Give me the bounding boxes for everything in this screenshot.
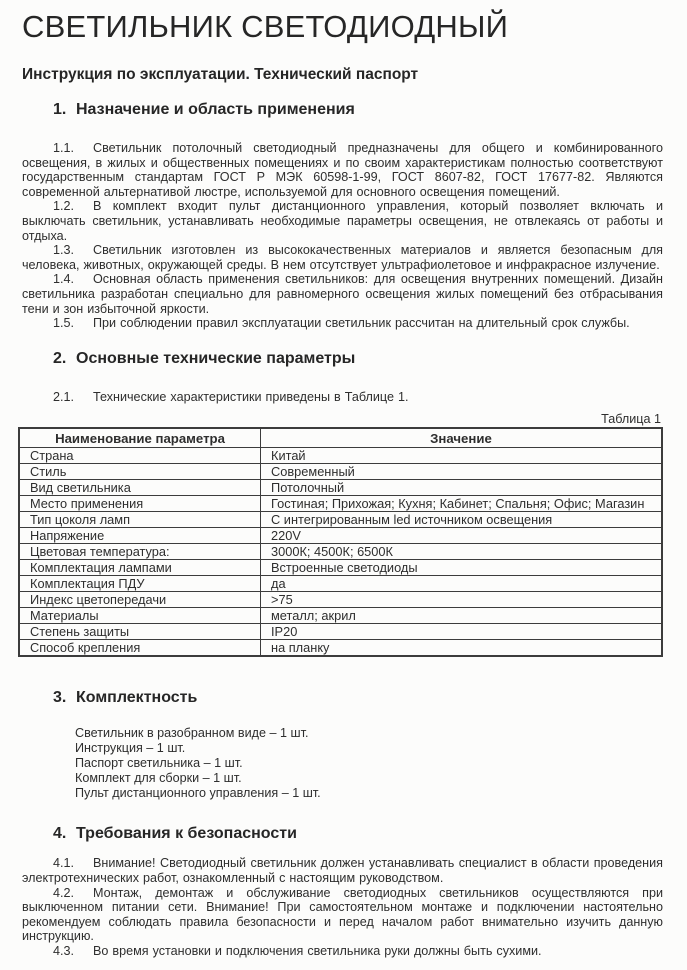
paragraph <box>22 199 663 243</box>
table-row <box>19 576 662 592</box>
kit-list-item: Паспорт светильника – 1 шт. <box>75 756 243 771</box>
kit-list <box>75 726 663 801</box>
paragraph-text: Во время установки и подключения светильника руки должны быть сухими. <box>93 943 542 958</box>
param-value-cell: IP20 <box>261 624 663 640</box>
table-row <box>19 624 662 640</box>
param-value-cell: Гостиная; Прихожая; Кухня; Кабинет; Спальня; Офис; Магазин <box>261 496 663 512</box>
section-1-heading <box>22 101 663 118</box>
table-header-parameter: Наименование параметра <box>19 428 261 448</box>
section-heading-text: Требования к безопасности <box>76 825 297 843</box>
section-2-heading <box>22 350 663 367</box>
param-value-cell: Современный <box>261 464 663 480</box>
param-name-cell: Способ крепления <box>19 640 261 657</box>
paragraph-text: Светильник потолочный светодиодный предназначены для общего и комбинированного освещения, в жилых и общественных помещениях и по своим характеристикам полностью соответствуют государственным стандартам ГОСТ Р МЭК 60598-1-99, ГОСТ 8607-82, ГОСТ 17677-82. Являются современной альтернативой люстре, используемой для основного освещения помещений. <box>22 141 663 199</box>
table-row <box>19 512 662 528</box>
paragraph <box>22 316 663 331</box>
paragraph-text: Технические характеристики приведены в Таблице 1. <box>93 389 409 404</box>
table-header-value: Значение <box>261 428 663 448</box>
param-name-cell: Стиль <box>19 464 261 480</box>
table-row <box>19 608 662 624</box>
param-value-cell: Встроенные светодиоды <box>261 560 663 576</box>
kit-list-item: Светильник в разобранном виде – 1 шт. <box>75 726 309 741</box>
kit-list-item: Инструкция – 1 шт. <box>75 741 186 756</box>
table-row <box>19 448 662 464</box>
section-1-body <box>22 141 663 331</box>
table-row <box>19 480 662 496</box>
document-title: СВЕТИЛЬНИК СВЕТОДИОДНЫЙ <box>22 9 509 44</box>
section-4-heading <box>22 825 663 842</box>
section-heading-text: Назначение и область применения <box>76 101 355 119</box>
paragraph-text: Монтаж, демонтаж и обслуживание светодиодных светильников осуществляются при выключенном питании сети. Внимание! При самостоятельном монтаже и подключении настоятельно рекомендуем соблюдать правила безопасности и перед началом работ внимательно изучить данную инструкцию. <box>22 885 663 944</box>
param-name-cell: Напряжение <box>19 528 261 544</box>
param-name-cell: Страна <box>19 448 261 464</box>
paragraph-number: 1.2. <box>53 199 75 214</box>
param-name-cell: Индекс цветопередачи <box>19 592 261 608</box>
table-row <box>19 528 662 544</box>
section-3-heading <box>22 689 663 706</box>
table-row <box>19 592 662 608</box>
param-value-cell: металл; акрил <box>261 608 663 624</box>
param-name-cell: Материалы <box>19 608 261 624</box>
table-row <box>19 496 662 512</box>
param-name-cell: Тип цоколя ламп <box>19 512 261 528</box>
paragraph-text: Внимание! Светодиодный светильник должен устанавливать специалист в области проведения электротехнических работ, ознакомленный с настоящим руководством. <box>22 856 663 885</box>
section-4-body <box>22 856 663 958</box>
table-header-row <box>19 428 662 448</box>
param-name-cell: Место применения <box>19 496 261 512</box>
param-name-cell: Цветовая температура: <box>19 544 261 560</box>
paragraph-text: При соблюдении правил эксплуатации светильник рассчитан на длительный срок службы. <box>93 316 630 331</box>
param-value-cell: 3000К; 4500К; 6500К <box>261 544 663 560</box>
paragraph-number: 1.3. <box>53 243 75 258</box>
paragraph <box>22 243 663 272</box>
paragraph-text: Светильник изготовлен из высококачественных материалов и является безопасным для человека, животных, окружающей среды. В нем отсутствует ультрафиолетовое и инфракрасное излучение. <box>22 243 663 272</box>
paragraph-number: 1.5. <box>53 316 75 331</box>
paragraph-text: Основная область применения светильников: для освещения внутренних помещений. Дизайн светильника разработан специально для равномерного освещения жилых помещений без отбрасывания тени и зон избыточной яркости. <box>22 272 663 316</box>
document-subtitle: Инструкция по эксплуатации. Технический паспорт <box>22 66 419 84</box>
paragraph-number: 4.3. <box>53 943 75 958</box>
paragraph-number: 1.1. <box>53 141 75 156</box>
kit-list-item: Комплект для сборки – 1 шт. <box>75 771 242 786</box>
param-value-cell: С интегрированным led источником освещения <box>261 512 663 528</box>
param-value-cell: на планку <box>261 640 663 657</box>
paragraph <box>22 141 663 199</box>
param-name-cell: Вид светильника <box>19 480 261 496</box>
param-name-cell: Комплектация лампами <box>19 560 261 576</box>
param-value-cell: 220V <box>261 528 663 544</box>
param-name-cell: Степень защиты <box>19 624 261 640</box>
table-row <box>19 640 662 657</box>
paragraph <box>22 856 663 885</box>
paragraph <box>22 272 663 316</box>
table-caption: Таблица 1 <box>601 412 661 427</box>
table-row <box>19 464 662 480</box>
paragraph <box>22 390 663 405</box>
paragraph-number: 4.2. <box>53 885 75 900</box>
paragraph-text: В комплект входит пульт дистанционного управления, который позволяет включать и выключать светильник, устанавливать необходимые параметры освещения, не отвлекаясь от работы и отдыха. <box>22 199 663 243</box>
table-row <box>19 560 662 576</box>
spec-table <box>18 427 663 657</box>
section-number: 4. <box>53 825 67 843</box>
param-value-cell: да <box>261 576 663 592</box>
section-2-body <box>22 390 663 405</box>
param-value-cell: >75 <box>261 592 663 608</box>
paragraph-number: 4.1. <box>53 856 75 871</box>
section-heading-text: Основные технические параметры <box>76 349 356 367</box>
param-value-cell: Китай <box>261 448 663 464</box>
param-value-cell: Потолочный <box>261 480 663 496</box>
section-number: 2. <box>53 349 67 367</box>
table-row <box>19 544 662 560</box>
section-number: 3. <box>53 689 67 707</box>
paragraph-number: 2.1. <box>53 389 75 404</box>
paragraph <box>22 944 663 959</box>
section-heading-text: Комплектность <box>76 689 198 707</box>
paragraph <box>22 886 663 944</box>
kit-list-item: Пульт дистанционного управления – 1 шт. <box>75 786 321 801</box>
section-number: 1. <box>53 101 67 119</box>
param-name-cell: Комплектация ПДУ <box>19 576 261 592</box>
paragraph-number: 1.4. <box>53 272 75 287</box>
